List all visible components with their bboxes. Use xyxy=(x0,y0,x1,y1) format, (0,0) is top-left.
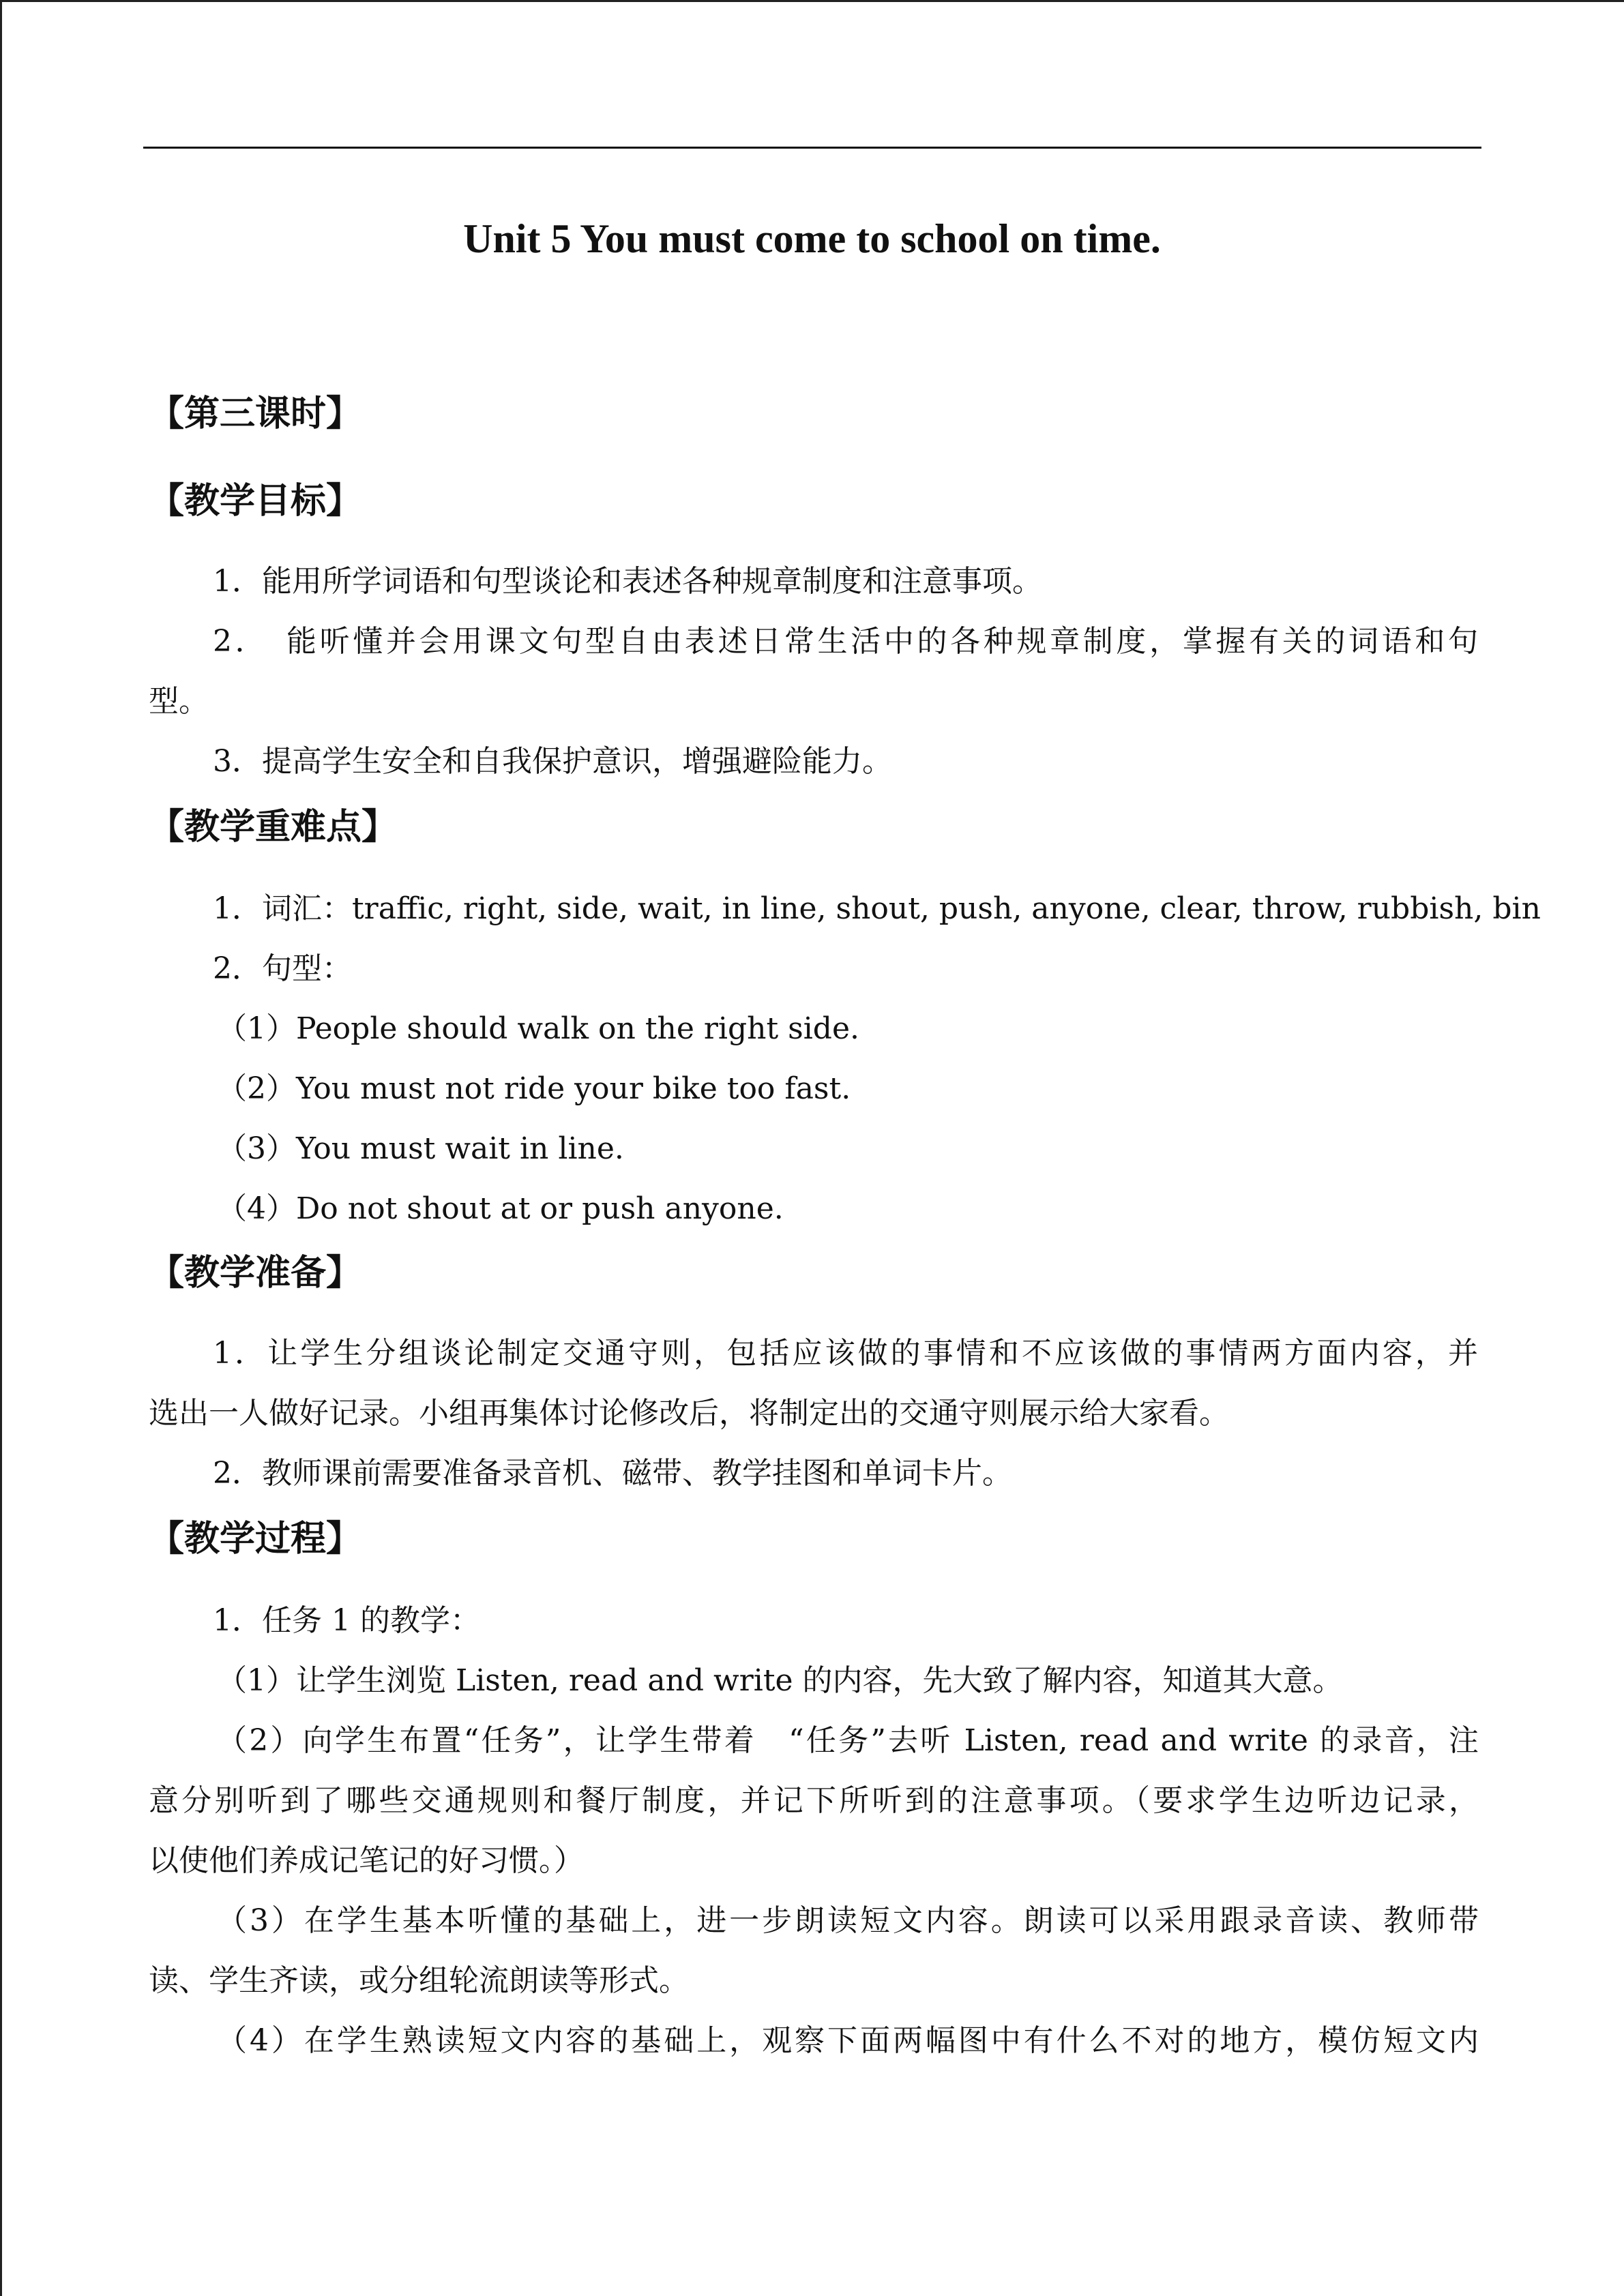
preparation-item-1-line-1: 1．让学生分组谈论制定交通守则，包括应该做的事情和不应该做的事情两方面内容，并 xyxy=(213,1336,1478,1371)
key-point-pattern-3: （3）You must wait in line. xyxy=(217,1131,624,1166)
process-step-2-line-3: 以使他们养成记笔记的好习惯。） xyxy=(149,1843,584,1878)
heading-lesson: 【第三课时】 xyxy=(149,393,362,434)
preparation-item-2: 2．教师课前需要准备录音机、磁带、教学挂图和单词卡片。 xyxy=(213,1456,1012,1491)
key-point-pattern-2: （2）You must not ride your bike too fast. xyxy=(217,1071,851,1106)
process-step-1: （1）让学生浏览 Listen, read and write 的内容，先大致了解内容，知道其大意。 xyxy=(217,1663,1343,1698)
heading-objectives: 【教学目标】 xyxy=(149,480,362,522)
process-task-1: 1．任务 1 的教学： xyxy=(213,1603,480,1638)
process-step-2-line-2: 意分别听到了哪些交通规则和餐厅制度，并记下所听到的注意事项。（要求学生边听边记录， xyxy=(149,1783,1479,1818)
page-border-left xyxy=(0,0,2,2296)
key-point-patterns-label: 2．句型： xyxy=(213,951,352,986)
heading-process: 【教学过程】 xyxy=(149,1518,362,1560)
process-step-3-line-1: （3）在学生基本听懂的基础上，进一步朗读短文内容。朗读可以采用跟录音读、教师带 xyxy=(217,1903,1479,1938)
key-point-vocabulary: 1．词汇：traffic, right, side, wait, in line, shout, push, anyone, clear, throw, rubbish, bin xyxy=(213,891,1541,926)
key-point-pattern-4: （4）Do not shout at or push anyone. xyxy=(217,1191,784,1226)
page-border-top xyxy=(0,0,1624,2)
process-step-2-line-1: （2）向学生布置“任务”，让学生带着 “任务”去听 Listen, read and write 的录音，注 xyxy=(217,1723,1479,1758)
document-title: Unit 5 You must come to school on time. xyxy=(463,216,1161,261)
objective-item-2-line-2: 型。 xyxy=(149,684,209,719)
heading-key-points: 【教学重难点】 xyxy=(149,806,398,848)
process-step-4-line-1: （4）在学生熟读短文内容的基础上，观察下面两幅图中有什么不对的地方，模仿短文内 xyxy=(217,2023,1479,2058)
header-rule xyxy=(143,147,1481,149)
key-point-pattern-1: （1）People should walk on the right side. xyxy=(217,1011,859,1046)
process-step-3-line-2: 读、学生齐读，或分组轮流朗读等形式。 xyxy=(149,1963,689,1998)
objective-item-1: 1．能用所学词语和句型谈论和表述各种规章制度和注意事项。 xyxy=(213,564,1042,599)
objective-item-2-line-1: 2． 能听懂并会用课文句型自由表述日常生活中的各种规章制度，掌握有关的词语和句 xyxy=(213,624,1478,659)
heading-preparation: 【教学准备】 xyxy=(149,1252,362,1294)
preparation-item-1-line-2: 选出一人做好记录。小组再集体讨论修改后，将制定出的交通守则展示给大家看。 xyxy=(149,1396,1229,1431)
objective-item-3: 3．提高学生安全和自我保护意识，增强避险能力。 xyxy=(213,744,892,779)
